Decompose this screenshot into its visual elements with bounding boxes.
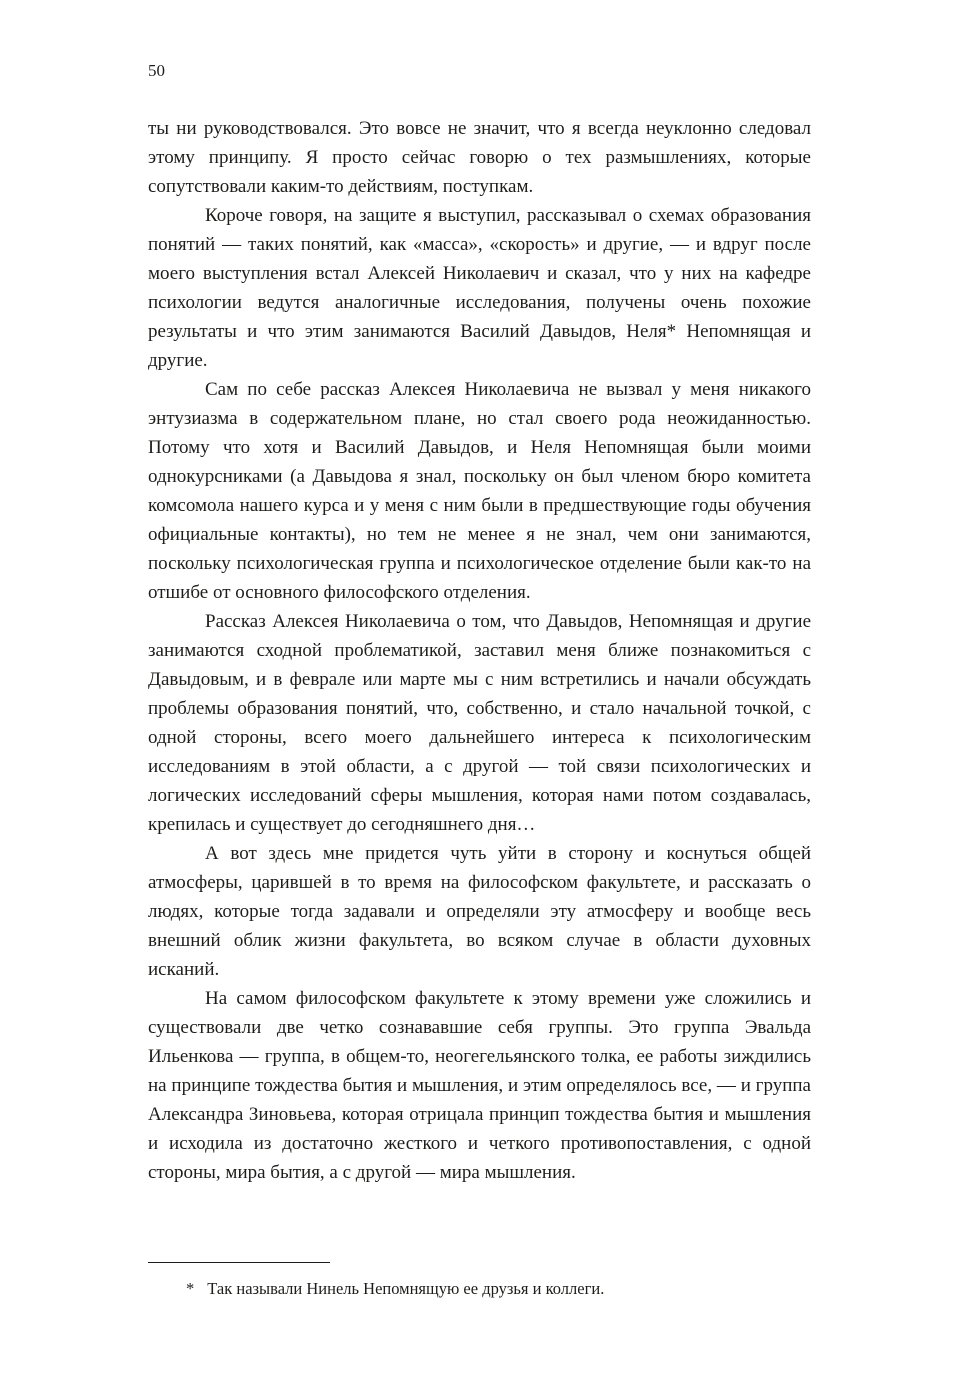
paragraph: Сам по себе рассказ Алексея Николаевича не вызвал у меня никакого энтузиазма в содержательном плане, но стал своего рода неожиданностью. Потому что хотя и Василий Давыдов, и Неля Непомнящая были моими однокурсниками (а Давыдова я знал, поскольку он был членом бюро комитета комсомола нашего курса и у меня с ним были в предшествующие годы обучения официальные контакты), но тем не менее я не знал, чем они занимаются, поскольку психологическая группа и психологическое отделение были как-то на отшибе от основного философского отделения. <box>148 379 811 603</box>
paragraph: Короче говоря, на защите я выступил, рассказывал о схемах образования понятий — таких понятий, как «масса», «скорость» и другие, — и вдруг после моего выступления встал Алексей Николаевич и сказал, что у них на кафедре психологии ведутся аналогичные исследования, получены очень похожие результаты и что этим занимаются Василий Давыдов, Неля* Непомнящая и другие. <box>148 205 811 371</box>
paragraph: На самом философском факультете к этому времени уже сложились и существовали две четко сознававшие себя группы. Это группа Эвальда Ильенкова — группа, в общем-то, неогегельянского толка, ее работы зиждились на принципе тождества бытия и мышления, и этим определялось все, — и группа Александра Зиновьева, которая отрицала принцип тождества бытия и мышления и исходила из достаточно жесткого и четкого противопоставления, с одной стороны, мира бытия, а с другой — мира мышления. <box>148 988 811 1183</box>
footnote <box>148 1262 811 1300</box>
footnote-line <box>148 1278 811 1300</box>
paragraph: Рассказ Алексея Николаевича о том, что Давыдов, Непомнящая и другие занимаются сходной проблематикой, заставил меня ближе познакомиться с Давыдовым, и в феврале или марте мы с ним встретились и начали обсуждать проблемы образования понятий, что, собственно, и стало начальной точкой, с одной стороны, всего моего дальнейшего интереса к психологическим исследованиям в этой области, а с другой — той связи психологических и логических исследований сферы мышления, которая нами потом создавалась, крепилась и существует до сегодняшнего дня… <box>148 611 811 835</box>
text-block <box>148 114 811 1187</box>
paragraph: А вот здесь мне придется чуть уйти в сторону и коснуться общей атмосферы, царившей в то время на философском факультете, и рассказать о людях, которые тогда задавали и определяли эту атмосферу и вообще весь внешний облик жизни факультета, во всяком случае в области духовных исканий. <box>148 843 811 980</box>
paragraph: ты ни руководствовался. Это вовсе не значит, что я всегда неуклонно следовал этому принципу. Я просто сейчас говорю о тех размышлениях, которые сопутствовали каким-то действиям, поступкам. <box>148 118 811 197</box>
footnote-text: Так называли Нинель Непомнящую ее друзья и коллеги. <box>207 1279 605 1298</box>
footnote-rule <box>148 1262 330 1263</box>
page-number: 50 <box>148 61 165 80</box>
footnote-marker: * <box>186 1279 195 1298</box>
